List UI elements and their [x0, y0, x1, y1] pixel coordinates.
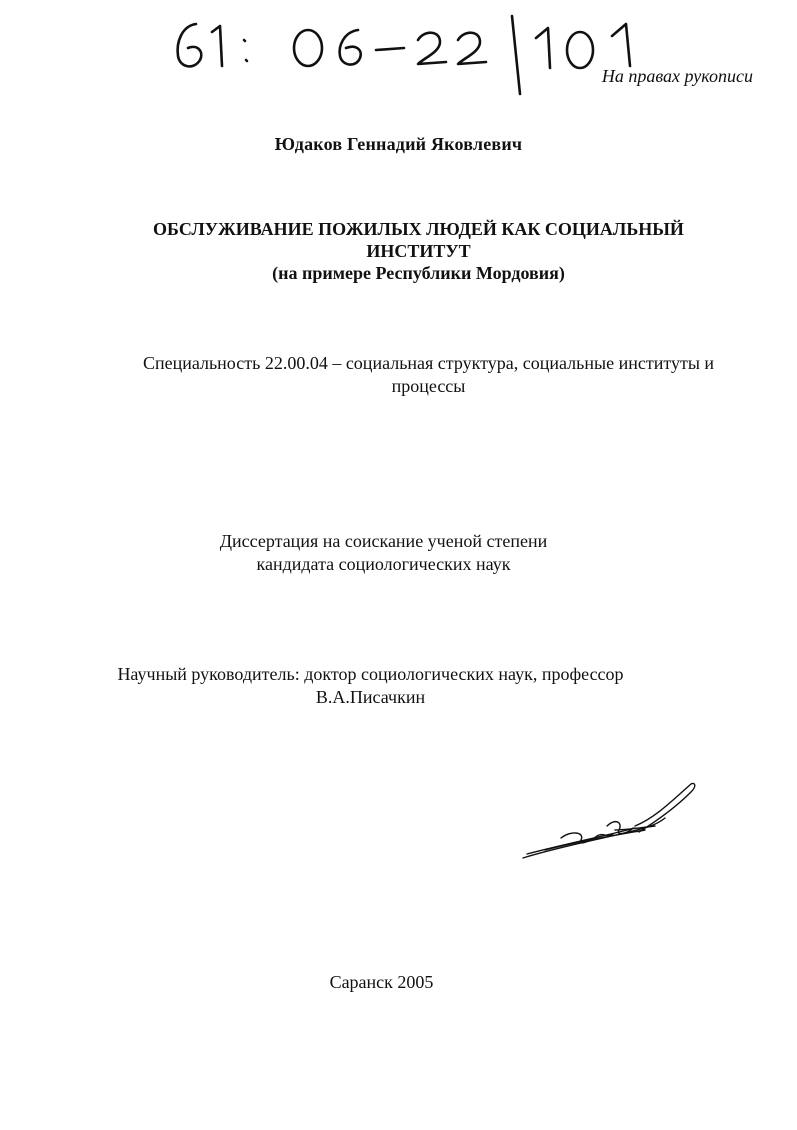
advisor-line-2: В.А.Писачкин [315, 687, 426, 707]
specialty [100, 352, 757, 398]
advisor-line-1: Научный руководитель: доктор социологических наук, профессор [117, 664, 624, 684]
author-name: Юдаков Геннадий Яковлевич [274, 134, 523, 154]
handwritten-archive-code [168, 10, 668, 100]
title-line-3: (на примере Республики Мордовия) [272, 263, 565, 283]
scientific-advisor [0, 663, 797, 709]
dissertation-title [100, 218, 737, 284]
handwritten-signature [515, 778, 705, 868]
city-and-year: Саранск 2005 [329, 972, 434, 992]
title-line-1: ОБСЛУЖИВАНИЕ ПОЖИЛЫХ ЛЮДЕЙ КАК СОЦИАЛЬНЫЙ [153, 219, 684, 239]
rights-note: На правах рукописи [601, 66, 753, 86]
degree-line-1: Диссертация на соискание ученой степени [219, 531, 548, 551]
specialty-line-2: процессы [391, 376, 466, 396]
degree-statement [0, 530, 797, 576]
title-line-2: ИНСТИТУТ [366, 241, 471, 261]
degree-line-2: кандидата социологических наук [256, 554, 511, 574]
specialty-line-1: Специальность 22.00.04 – социальная структура, социальные институты и [142, 353, 715, 373]
